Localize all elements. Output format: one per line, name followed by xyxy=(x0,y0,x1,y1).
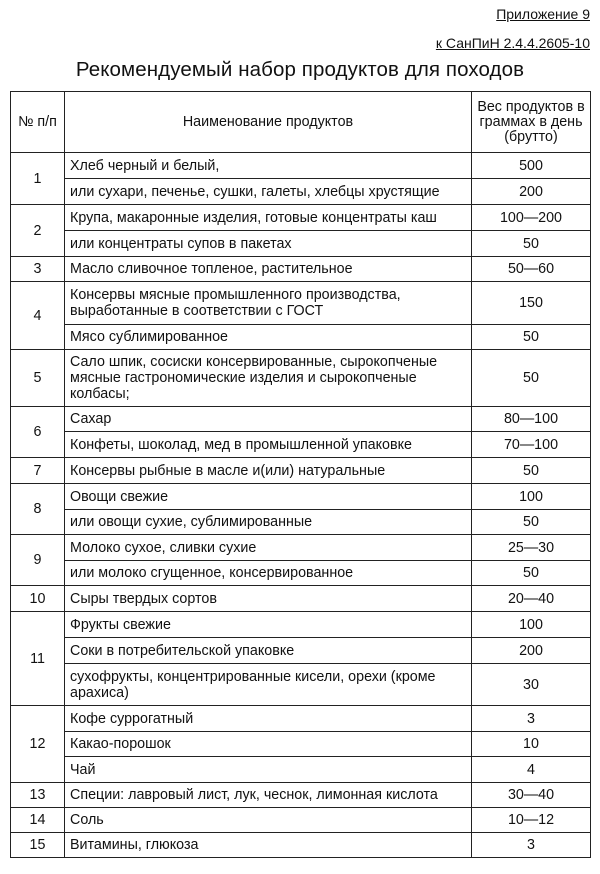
table-row xyxy=(11,458,591,484)
table-row xyxy=(11,510,591,535)
row-number: 8 xyxy=(11,484,65,535)
product-name: Сахар xyxy=(65,407,472,432)
product-weight: 50 xyxy=(472,458,591,484)
product-weight: 4 xyxy=(472,757,591,783)
document-title: Рекомендуемый набор продуктов для походов xyxy=(75,58,525,81)
product-name: Консервы мясные промышленного производства, выработанные в соответствии с ГОСТ xyxy=(65,282,472,325)
product-weight: 30 xyxy=(472,664,591,706)
row-number: 1 xyxy=(11,153,65,205)
product-weight: 50 xyxy=(472,350,591,407)
product-name: Консервы рыбные в масле и(или) натуральные xyxy=(65,458,472,484)
product-name: Молоко сухое, сливки сухие xyxy=(65,535,472,561)
product-weight: 10 xyxy=(472,732,591,757)
product-name: или овощи сухие, сублимированные xyxy=(65,510,472,535)
product-weight: 20—40 xyxy=(472,586,591,612)
table-row xyxy=(11,833,591,858)
table-row xyxy=(11,612,591,638)
row-number: 3 xyxy=(11,257,65,282)
table-row xyxy=(11,282,591,325)
table-row xyxy=(11,664,591,706)
product-weight: 30—40 xyxy=(472,783,591,808)
table-row xyxy=(11,638,591,664)
product-weight: 70—100 xyxy=(472,432,591,458)
product-name: Фрукты свежие xyxy=(65,612,472,638)
table-row xyxy=(11,179,591,205)
product-name: Кофе суррогатный xyxy=(65,706,472,732)
table-row xyxy=(11,732,591,757)
table-header xyxy=(11,92,591,153)
product-weight: 50 xyxy=(472,325,591,350)
column-header-product-name: Наименование продуктов xyxy=(65,92,472,153)
product-name: Хлеб черный и белый, xyxy=(65,153,472,179)
table-row xyxy=(11,484,591,510)
product-weight: 100 xyxy=(472,612,591,638)
product-name: Соль xyxy=(65,808,472,833)
row-number: 7 xyxy=(11,458,65,484)
column-header-number: № п/п xyxy=(11,92,65,153)
table-row xyxy=(11,706,591,732)
product-weight: 200 xyxy=(472,179,591,205)
product-weight: 10—12 xyxy=(472,808,591,833)
table-row xyxy=(11,586,591,612)
table-body xyxy=(11,153,591,858)
product-name: Какао-порошок xyxy=(65,732,472,757)
product-name: Крупа, макаронные изделия, готовые концентраты каш xyxy=(65,205,472,231)
row-number: 13 xyxy=(11,783,65,808)
header-row xyxy=(11,92,591,153)
table-row xyxy=(11,325,591,350)
product-weight: 150 xyxy=(472,282,591,325)
row-number: 9 xyxy=(11,535,65,586)
product-weight: 50 xyxy=(472,231,591,257)
product-weight: 25—30 xyxy=(472,535,591,561)
row-number: 11 xyxy=(11,612,65,706)
table-row xyxy=(11,257,591,282)
product-name: Специи: лавровый лист, лук, чеснок, лимонная кислота xyxy=(65,783,472,808)
annex-label: Приложение 9 xyxy=(496,6,590,22)
table-row xyxy=(11,407,591,432)
row-number: 6 xyxy=(11,407,65,458)
product-name: Соки в потребительской упаковке xyxy=(65,638,472,664)
row-number: 15 xyxy=(11,833,65,858)
product-name: Сало шпик, сосиски консервированные, сырокопченые мясные гастрономические изделия и сырокопченые колбасы; xyxy=(65,350,472,407)
table-row xyxy=(11,535,591,561)
product-weight: 50—60 xyxy=(472,257,591,282)
product-weight: 3 xyxy=(472,706,591,732)
row-number: 14 xyxy=(11,808,65,833)
table-row xyxy=(11,153,591,179)
product-name: или концентраты супов в пакетах xyxy=(65,231,472,257)
column-header-weight: Вес продуктов в граммах в день (брутто) xyxy=(472,92,591,153)
row-number: 12 xyxy=(11,706,65,783)
product-name: или сухари, печенье, сушки, галеты, хлебцы хрустящие xyxy=(65,179,472,205)
table-row xyxy=(11,808,591,833)
product-name: или молоко сгущенное, консервированное xyxy=(65,561,472,586)
product-name: Конфеты, шоколад, мед в промышленной упаковке xyxy=(65,432,472,458)
table-row xyxy=(11,432,591,458)
row-number: 10 xyxy=(11,586,65,612)
product-name: сухофрукты, концентрированные кисели, орехи (кроме арахиса) xyxy=(65,664,472,706)
product-weight: 50 xyxy=(472,561,591,586)
table-row xyxy=(11,205,591,231)
product-weight: 3 xyxy=(472,833,591,858)
row-number: 5 xyxy=(11,350,65,407)
product-weight: 500 xyxy=(472,153,591,179)
product-name: Сыры твердых сортов xyxy=(65,586,472,612)
product-weight: 100—200 xyxy=(472,205,591,231)
regulation-reference: к СанПиН 2.4.4.2605-10 xyxy=(435,35,590,51)
row-number: 2 xyxy=(11,205,65,257)
table-row xyxy=(11,231,591,257)
product-name: Мясо сублимированное xyxy=(65,325,472,350)
product-name: Чай xyxy=(65,757,472,783)
product-weight: 100 xyxy=(472,484,591,510)
table-row xyxy=(11,350,591,407)
product-name: Витамины, глюкоза xyxy=(65,833,472,858)
table-row xyxy=(11,757,591,783)
product-weight: 50 xyxy=(472,510,591,535)
product-name: Масло сливочное топленое, растительное xyxy=(65,257,472,282)
row-number: 4 xyxy=(11,282,65,350)
products-table xyxy=(10,91,591,858)
product-weight: 200 xyxy=(472,638,591,664)
table-row xyxy=(11,783,591,808)
product-weight: 80—100 xyxy=(472,407,591,432)
product-name: Овощи свежие xyxy=(65,484,472,510)
table-row xyxy=(11,561,591,586)
